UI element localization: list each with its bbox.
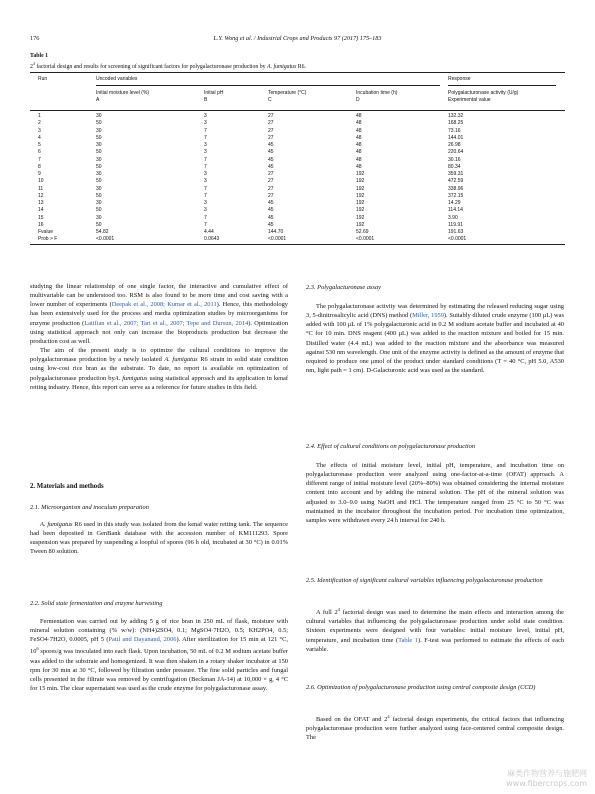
- table-cell: 48: [356, 156, 362, 163]
- table-cell: 30: [96, 214, 102, 221]
- table-cell: 192: [356, 200, 365, 206]
- header-uncoded: Uncoded variables: [96, 76, 138, 82]
- text-run: ). F-test was performed to estimate the effects of each variable.: [306, 636, 564, 653]
- text-run: factorial design was used to determine the main effects and interaction among the cultural variables that influencing the polygalacturonase production under solid state condition. Sixteen experiments were designed with four variables: initial moisture level, initial pH, temperature, and incubation time (: [306, 609, 564, 644]
- table-cell: 14: [38, 207, 44, 214]
- table-cell: 7: [204, 192, 207, 199]
- table-cell: <0.0001: [268, 236, 287, 243]
- header-var-d-code: D: [356, 97, 360, 103]
- subsection-title-2-5: 2.5. Identification of significant cultural variables influencing polygalacturonase production: [306, 577, 543, 584]
- table-cell: 472.59: [448, 178, 464, 185]
- subsection-title-2-6: 2.6. Optimization of polygalacturonase production using central composite design (CCD): [306, 684, 536, 691]
- table-cell: 26.98: [448, 142, 461, 148]
- subsection-title-2-1: 2.1. Microorganism and inoculum preparation: [30, 504, 149, 511]
- table-cell: 45: [268, 149, 274, 156]
- header-var-a: Initial moisture level (%): [96, 90, 150, 96]
- text-run: R6 used in this study was isolated from the kenaf water retting tank. The sequence had been deposited in GenBank database with the accession number of KM111293. Spore suspension was prepared by suspending a loopful of spores (96 h old, incubated at 30 °C) in 0.01% Tween 80 solution.: [30, 521, 288, 556]
- table-cell: 4: [38, 134, 41, 141]
- paragraph-2-1: [30, 520, 288, 557]
- header-var-a-code: A: [96, 97, 100, 103]
- watermark-line: 麻类作物营养与施肥网: [507, 769, 587, 778]
- table-cell: 3: [204, 200, 207, 206]
- table-caption: [30, 53, 565, 72]
- text-run: R6 strain in solid state condition using low-cost rice bran as the substrate. To date, no report is available on optimization of polygalacturonase production by: [30, 356, 288, 382]
- superscript: 6: [36, 646, 39, 652]
- paragraph-2-6: [306, 712, 564, 743]
- table-cell: 7: [204, 214, 207, 221]
- table-cell: 27: [268, 113, 274, 119]
- citation-link[interactable]: Deepak et al., 2008; Kumar et al., 2011: [111, 301, 217, 309]
- table-cell: 13: [38, 200, 44, 206]
- paragraph-2-4: [306, 461, 564, 525]
- table-column-c: [268, 113, 286, 244]
- text-run: A full 2: [316, 609, 338, 617]
- text-run: ). After sterilization for 15 min at 121 °C, 10: [30, 636, 288, 656]
- table-cell: 45: [268, 214, 274, 221]
- table-cell: 50: [96, 192, 102, 199]
- table-cell: 30.16: [448, 156, 461, 163]
- text-run: using statistical approach and its application in kenaf retting industry. Hence, this report can serve as a reference for future studies in this field.: [30, 374, 289, 391]
- text-run: ). Hence, this methodology has been extensively used for the process and media optimization studies by microorganisms for enzyme production (: [30, 301, 288, 327]
- table-cell: 48: [356, 113, 362, 119]
- table-cell: 3: [38, 127, 41, 134]
- text-run: Fermentation was carried out by adding 5 g of rice bran in 250 mL of flask, moisture with mineral solution containing (% w/w): (NH4)2SO4, 0.1; MgSO4·7H2O, 0.5; KH2PO4, 0.5; FeSO4·7H2O, 0.0005, pH 5 (: [30, 618, 288, 644]
- table-cell: 16: [38, 221, 44, 228]
- table-cell: <0.0001: [448, 236, 467, 243]
- table-cell: 359.31: [448, 171, 464, 177]
- table-cell: 9: [38, 171, 41, 177]
- table-cell: 144.01: [448, 134, 464, 141]
- table-cell: 3: [204, 178, 207, 185]
- table-cell: 73.16: [448, 127, 461, 134]
- table-column-run: [38, 113, 57, 244]
- table-cell: 30: [96, 127, 102, 134]
- caption-sup: 4: [32, 61, 35, 67]
- table-header: [38, 76, 558, 114]
- header-var-d: Incubation time (h): [356, 90, 398, 96]
- table-cell: 30: [96, 200, 102, 206]
- subsection-title-2-4: 2.4. Effect of cultural conditions on polygalacturonase production: [306, 443, 476, 450]
- table-cell: 3: [204, 207, 207, 214]
- table-cell: 30: [96, 171, 102, 177]
- table-column-a: [96, 113, 114, 244]
- table-cell: 50: [96, 178, 102, 185]
- table-column-b: [204, 113, 219, 244]
- table-cell: 45: [268, 142, 274, 148]
- table-link[interactable]: Table 1: [398, 636, 418, 644]
- table-cell: 48: [356, 163, 362, 170]
- table-cell: 3: [204, 149, 207, 156]
- table-cell: 3: [204, 113, 207, 119]
- caption-part: factorial design and results for screening of significant factors for polygalacturonase production by: [34, 64, 268, 71]
- header-response: Response: [448, 76, 471, 82]
- table-cell: 52.69: [356, 229, 369, 235]
- site-watermark: [506, 769, 587, 789]
- table-cell: 48: [356, 120, 362, 127]
- text-run: The aim of the present study is to optimize the cultural conditions to improve the polygalacturonase production by a newly isolated: [30, 347, 288, 364]
- table-cell: Prob > F: [38, 236, 58, 243]
- text-run: ). Optimization using statistical approach not only can increase the bioproducts production but decrease the production cost as well.: [30, 319, 289, 345]
- table-cell: 119.91: [448, 221, 463, 228]
- table-cell: 192: [356, 185, 365, 192]
- header-response-name: Polygalacturonase activity (U/g): [448, 90, 519, 96]
- table-cell: 3: [204, 120, 207, 127]
- table-cell: 50: [96, 163, 102, 170]
- header-var-b: Initial pH: [204, 90, 224, 96]
- table-top-rule: [30, 72, 565, 73]
- table-cell: 50: [96, 149, 102, 156]
- table-cell: 30: [96, 156, 102, 163]
- table-cell: 7: [204, 221, 207, 228]
- table-cell: 192: [356, 171, 365, 177]
- table-cell: 7: [204, 185, 207, 192]
- header-var-b-code: B: [204, 97, 208, 103]
- table-cell: 45: [268, 163, 274, 170]
- table-cell: 7: [38, 156, 41, 163]
- text-run: spores/g was inoculated into each flask. Upon incubation, 50 mL of 0.2 M sodium acetate buffer was added to the substrate and homogenized. It was then shaken in a rotary shaker incubator at 150 rpm for 30 min at 30 °C, followed by filtration under pressure. The fine solid particles and fungal cells presented in the filtrate was removed by centrifugation (Beckman JA-14) at 10,000 × g, 4 °C for 15 min. The clear supernatant was used as the crude enzyme for polygalacturonase assay.: [30, 648, 288, 693]
- table-cell: 48: [356, 149, 362, 156]
- subsection-title-2-3: 2.3. Polygalacturonase assay: [306, 284, 382, 291]
- table-cell: 7: [204, 134, 207, 141]
- table-cell: 338.96: [448, 185, 464, 192]
- table-cell: 132.32: [448, 113, 464, 119]
- table-cell: 30: [96, 142, 102, 148]
- paragraph-2-3: [306, 302, 564, 375]
- table-cell: 3: [204, 171, 207, 177]
- journal-citation: L.Y. Wong et al. / Industrial Crops and Products 97 (2017) 175–183: [213, 35, 382, 42]
- citation-link[interactable]: Miller, 1959: [412, 312, 444, 320]
- text-run: The effects of initial moisture level, initial pH, temperature, and incubation time on polygalacturonase production were analyzed using one-factor-at-a-time (OFAT) approach. A different range of initial moisture level (20%–80%) was obtained considering the internal moisture content into account and by adding the mineral solution. The pH of the mineral solution was adjusted to 3.0–9.0 using NaOH and HCl. The temperature ranged from 25 °C to 50 °C was maintained in the incubator throughout the incubation period. For incubation time optimization, samples were withdrawn every 24 h interval for 240 h.: [306, 462, 564, 524]
- table-cell: 30: [96, 185, 102, 192]
- table-cell: 27: [268, 171, 274, 177]
- table-cell: 27: [268, 120, 274, 127]
- table-cell: 27: [268, 178, 274, 185]
- text-run: The polygalacturonase activity was determined by estimating the released reducing sugar using 3, 5-dinitrosalicylic acid (DNS) method (: [306, 303, 564, 320]
- citation-link[interactable]: Patil and Dayanand, 2006: [108, 636, 177, 644]
- table-cell: 191.63: [448, 229, 464, 235]
- table-cell: 27: [268, 185, 274, 192]
- table-cell: 8: [38, 163, 41, 170]
- table-cell: 15: [38, 214, 44, 221]
- caption-part: 2: [30, 64, 33, 71]
- table-cell: 48: [356, 134, 362, 141]
- table-cell: 192: [356, 207, 365, 214]
- table-cell: 7: [204, 163, 207, 170]
- table-cell: 4.44: [204, 229, 214, 235]
- table-cell: 30: [96, 113, 102, 119]
- intro-paragraphs: [30, 282, 288, 392]
- header-subrule: [96, 85, 440, 86]
- table-cell: 11: [38, 185, 44, 192]
- table-cell: 12: [38, 192, 44, 199]
- paragraph-2-5: [306, 605, 564, 654]
- table-cell: 1: [38, 113, 41, 119]
- table-cell: 7: [204, 156, 207, 163]
- table-cell: 144.70: [268, 229, 284, 235]
- page-number: 176: [30, 35, 40, 42]
- table-header-rule: [30, 110, 565, 111]
- table-cell: 48: [356, 142, 362, 148]
- table-cell: 0.0643: [204, 236, 220, 243]
- watermark-url: www.fibercrops.com: [506, 779, 587, 788]
- header-run: Run: [38, 76, 48, 82]
- table-cell: 6: [38, 149, 41, 156]
- table-cell: 192: [356, 221, 365, 228]
- table-cell: 50: [96, 207, 102, 214]
- table-column-response: [448, 113, 466, 244]
- table-bottom-rule: [30, 244, 565, 245]
- header-var-c: Temperature (°C): [268, 90, 307, 96]
- caption-species: A. fumigatus: [267, 64, 297, 71]
- species-name: A. fumigatus: [164, 356, 198, 364]
- table-cell: 220.64: [448, 149, 464, 156]
- table-cell: 80.34: [448, 163, 461, 170]
- species-name: A. fumigatus: [114, 374, 148, 382]
- table-cell: 372.15: [448, 192, 464, 199]
- header-subrule: [448, 85, 556, 86]
- table-cell: 27: [268, 127, 274, 134]
- paragraph-2-2: [30, 617, 288, 693]
- table-cell: <0.0001: [96, 236, 115, 243]
- superscript: 4: [387, 714, 390, 719]
- table-cell: 10: [38, 178, 44, 185]
- table-cell: 45: [268, 221, 274, 228]
- table-cell: 50: [96, 134, 102, 141]
- subsection-title-2-2: 2.2. Solid state fermentation and enzyme harvesting: [30, 600, 163, 607]
- table-cell: 192: [356, 178, 365, 185]
- table-cell: 45: [268, 207, 274, 214]
- table-column-d: [356, 113, 374, 244]
- caption-part: R6.: [296, 64, 307, 71]
- table-cell: 114.14: [448, 207, 463, 214]
- species-name: A. fumigatus: [40, 521, 73, 528]
- table-cell: 168.25: [448, 120, 464, 127]
- table-cell: 50: [96, 221, 102, 228]
- text-run: ). Suitably diluted crude enzyme (100 μL) was added with 100 μL of 1% polygalacturonic acid in 0.2 M sodium acetate buffer and incubated at 40 °C for 10 min. DNS reagent (400 μL) was added to the reaction mixture and boiled for 15 min. Distilled water (4.4 mL) was added to the reaction mixture and the absorbance was measured against 530 nm wavelength. One unit of the enzyme activity is defined as the amount of enzyme that required to produce one μmol of the product under standard conditions (T = 40 °C, pH 5.0, A530 nm, light path = 1 cm). D-Galacturonic acid was used as the standard.: [306, 312, 564, 375]
- citation-link[interactable]: Latifian et al., 2007; Tari et al., 2007; Tepe and Dursun, 2014: [84, 319, 249, 327]
- table-cell: 7: [204, 127, 207, 134]
- table-cell: 5: [38, 142, 41, 148]
- table-cell: <0.0001: [356, 236, 375, 243]
- table-cell: 45: [268, 200, 274, 206]
- table-cell: 54.82: [96, 229, 109, 235]
- section-title-materials: 2. Materials and methods: [30, 483, 104, 490]
- text-run: factorial design experiments, the critical factors that influencing polygalacturonase production were further analyzed using face-centered central composite design. The: [306, 716, 564, 742]
- table-cell: 3: [204, 142, 207, 148]
- text-run: studying the linear relationship of one single factor, the interactive and cumulative effect of multivariable can be understood too. RSM is also found to be more time and cost saving with a lower number of experiments (: [30, 283, 288, 309]
- header-var-c-code: C: [268, 97, 272, 103]
- table-cell: Fvalue: [38, 229, 54, 235]
- table-cell: 48: [356, 127, 362, 134]
- table-cell: 14.29: [448, 200, 461, 206]
- table-cell: 45: [268, 156, 274, 163]
- table-cell: 192: [356, 192, 365, 199]
- superscript: 4: [337, 607, 340, 612]
- table-cell: 27: [268, 192, 274, 199]
- table-label: Table 1: [30, 53, 48, 59]
- text-run: Based on the OFAT and 2: [316, 716, 388, 724]
- table-cell: 50: [96, 120, 102, 127]
- table-cell: 192: [356, 214, 365, 221]
- header-response-sub: Experimental value: [448, 97, 491, 103]
- table-cell: 3.90: [448, 214, 458, 221]
- table-cell: 27: [268, 134, 274, 141]
- table-cell: 2: [38, 120, 41, 127]
